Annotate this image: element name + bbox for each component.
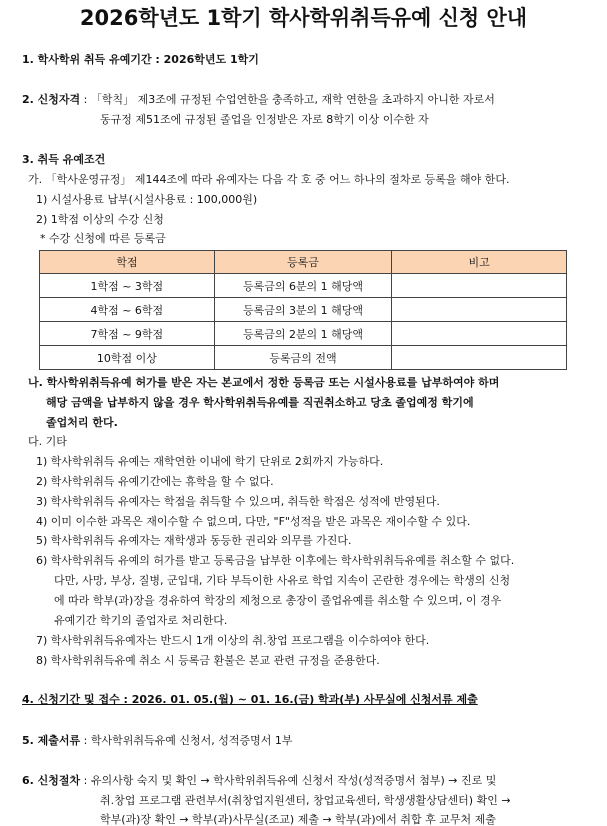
tuition-table [39,250,567,370]
section-3-ga-item-2: 2) 1학점 이상의 수강 신청 [36,213,164,226]
table-cell-credits: 4학점 ~ 6학점 [40,298,215,322]
table-cell-tuition: 등록금의 2분의 1 해당액 [214,322,392,346]
table-cell-credits: 1학점 ~ 3학점 [40,274,215,298]
section-2-text-1: : 「학칙」 제3조에 규정된 수업연한을 충족하고, 재학 연한을 초과하지 아니한 자로서 [83,93,495,106]
section-3-na-2: 해당 금액을 납부하지 않을 경우 학사학위취득유예를 직권취소하고 당초 졸업예정 학기에 [46,396,474,409]
list-item-6-line-3: 에 따라 학부(과)장을 경유하여 학장의 제청으로 총장이 졸업유예를 취소할 수 있으며, 이 경우 [54,594,502,607]
table-header-tuition: 등록금 [214,251,392,274]
section-3-na-3: 졸업처리 한다. [46,416,118,429]
section-4-heading: 4. 신청기간 및 접수 : 2026. 01. 05.(월) ~ 01. 16.(금) 학과(부) 사무실에 신청서류 제출 [22,693,478,706]
list-item: 2) 학사학위취득 유예기간에는 휴학을 할 수 없다. [36,475,274,488]
table-cell-remarks [392,274,567,298]
section-3-ga-item-1: 1) 시설사용료 납부(시설사용료 : 100,000원) [36,193,258,206]
table-cell-tuition: 등록금의 6분의 1 해당액 [214,274,392,298]
list-item: 5) 학사학위취득 유예자는 재학생과 동등한 권리와 의무를 가진다. [36,534,352,547]
table-cell-credits: 7학점 ~ 9학점 [40,322,215,346]
list-item-6-line-4: 유예기간 학기의 졸업자로 처리한다. [54,614,228,627]
section-6-text-3: 학부(과)장 확인 → 학부(과)사무실(조교) 제출 → 학부(과)에서 취합 후 교무처 제출 [100,813,496,826]
section-2-line-1 [22,92,495,108]
table-cell-remarks [392,298,567,322]
list-item: 4) 이미 이수한 과목은 재이수할 수 없으며, 다만, "F"성적을 받은 과목은 재이수할 수 있다. [36,515,471,528]
page-title: 2026학년도 1학기 학사학위취득유예 신청 안내 [79,6,528,30]
list-item-6-line-1: 6) 학사학위취득 유예의 허가를 받고 등록금을 납부한 이후에는 학사학위취득유예를 취소할 수 없다. [36,554,515,567]
section-3-na-1: 나. 학사학위취득유예 허가를 받은 자는 본교에서 정한 등록금 또는 시설사용료를 납부하여야 하며 [28,376,500,389]
table-row [40,346,567,370]
list-item: 1) 학사학위취득 유예는 재학연한 이내에 학기 단위로 2회까지 가능하다. [36,455,384,468]
table-cell-remarks [392,322,567,346]
table-header-row [40,251,567,274]
section-6-text-1: : 유의사항 숙지 및 확인 → 학사학위취득유예 신청서 작성(성적증명서 첨부) → 진로 및 [83,774,497,787]
section-3-ga: 가. 「학사운영규정」 제144조에 따라 유예자는 다음 각 호 중 어느 하나의 절차로 등록을 해야 한다. [28,173,510,186]
table-row [40,298,567,322]
section-6-line-1 [22,773,496,789]
table-row [40,322,567,346]
list-item-6-line-2: 다만, 사망, 부상, 질병, 군입대, 기타 부득이한 사유로 학업 지속이 곤란한 경우에는 학생의 신청 [54,574,511,587]
section-5-heading: 5. 제출서류 [22,734,81,747]
table-header-credits: 학점 [40,251,215,274]
table-cell-remarks [392,346,567,370]
table-cell-tuition: 등록금의 3분의 1 해당액 [214,298,392,322]
section-1-heading: 1. 학사학위 취득 유예기간 : 2026학년도 1학기 [22,53,259,66]
section-6-text-2: 취.창업 프로그램 관련부서(취창업지원센터, 창업교육센터, 학생생활상담센터) 확인 → [100,794,511,807]
section-3-da: 다. 기타 [28,435,67,448]
tuition-note: * 수강 신청에 따른 등록금 [40,232,166,245]
list-item: 7) 학사학위취득유예자는 반드시 1개 이상의 취.창업 프로그램을 이수하여야 한다. [36,634,430,647]
list-item: 8) 학사학위취득유예 취소 시 등록금 환불은 본교 관련 규정을 준용한다. [36,654,380,667]
section-5-line [22,733,293,749]
section-2-heading: 2. 신청자격 [22,93,81,106]
list-item: 3) 학사학위취득 유예자는 학점을 취득할 수 있으며, 취득한 학점은 성적에 반영된다. [36,495,440,508]
section-6-heading: 6. 신청절차 [22,774,81,787]
table-header-remarks: 비고 [392,251,567,274]
table-row [40,274,567,298]
section-2-text-2: 동규정 제51조에 규정된 졸업을 인정받은 자로 8학기 이상 이수한 자 [100,113,429,126]
table-cell-credits: 10학점 이상 [40,346,215,370]
table-cell-tuition: 등록금의 전액 [214,346,392,370]
section-3-heading: 3. 취득 유예조건 [22,153,106,166]
section-5-text: : 학사학위취득유예 신청서, 성적증명서 1부 [83,734,293,747]
